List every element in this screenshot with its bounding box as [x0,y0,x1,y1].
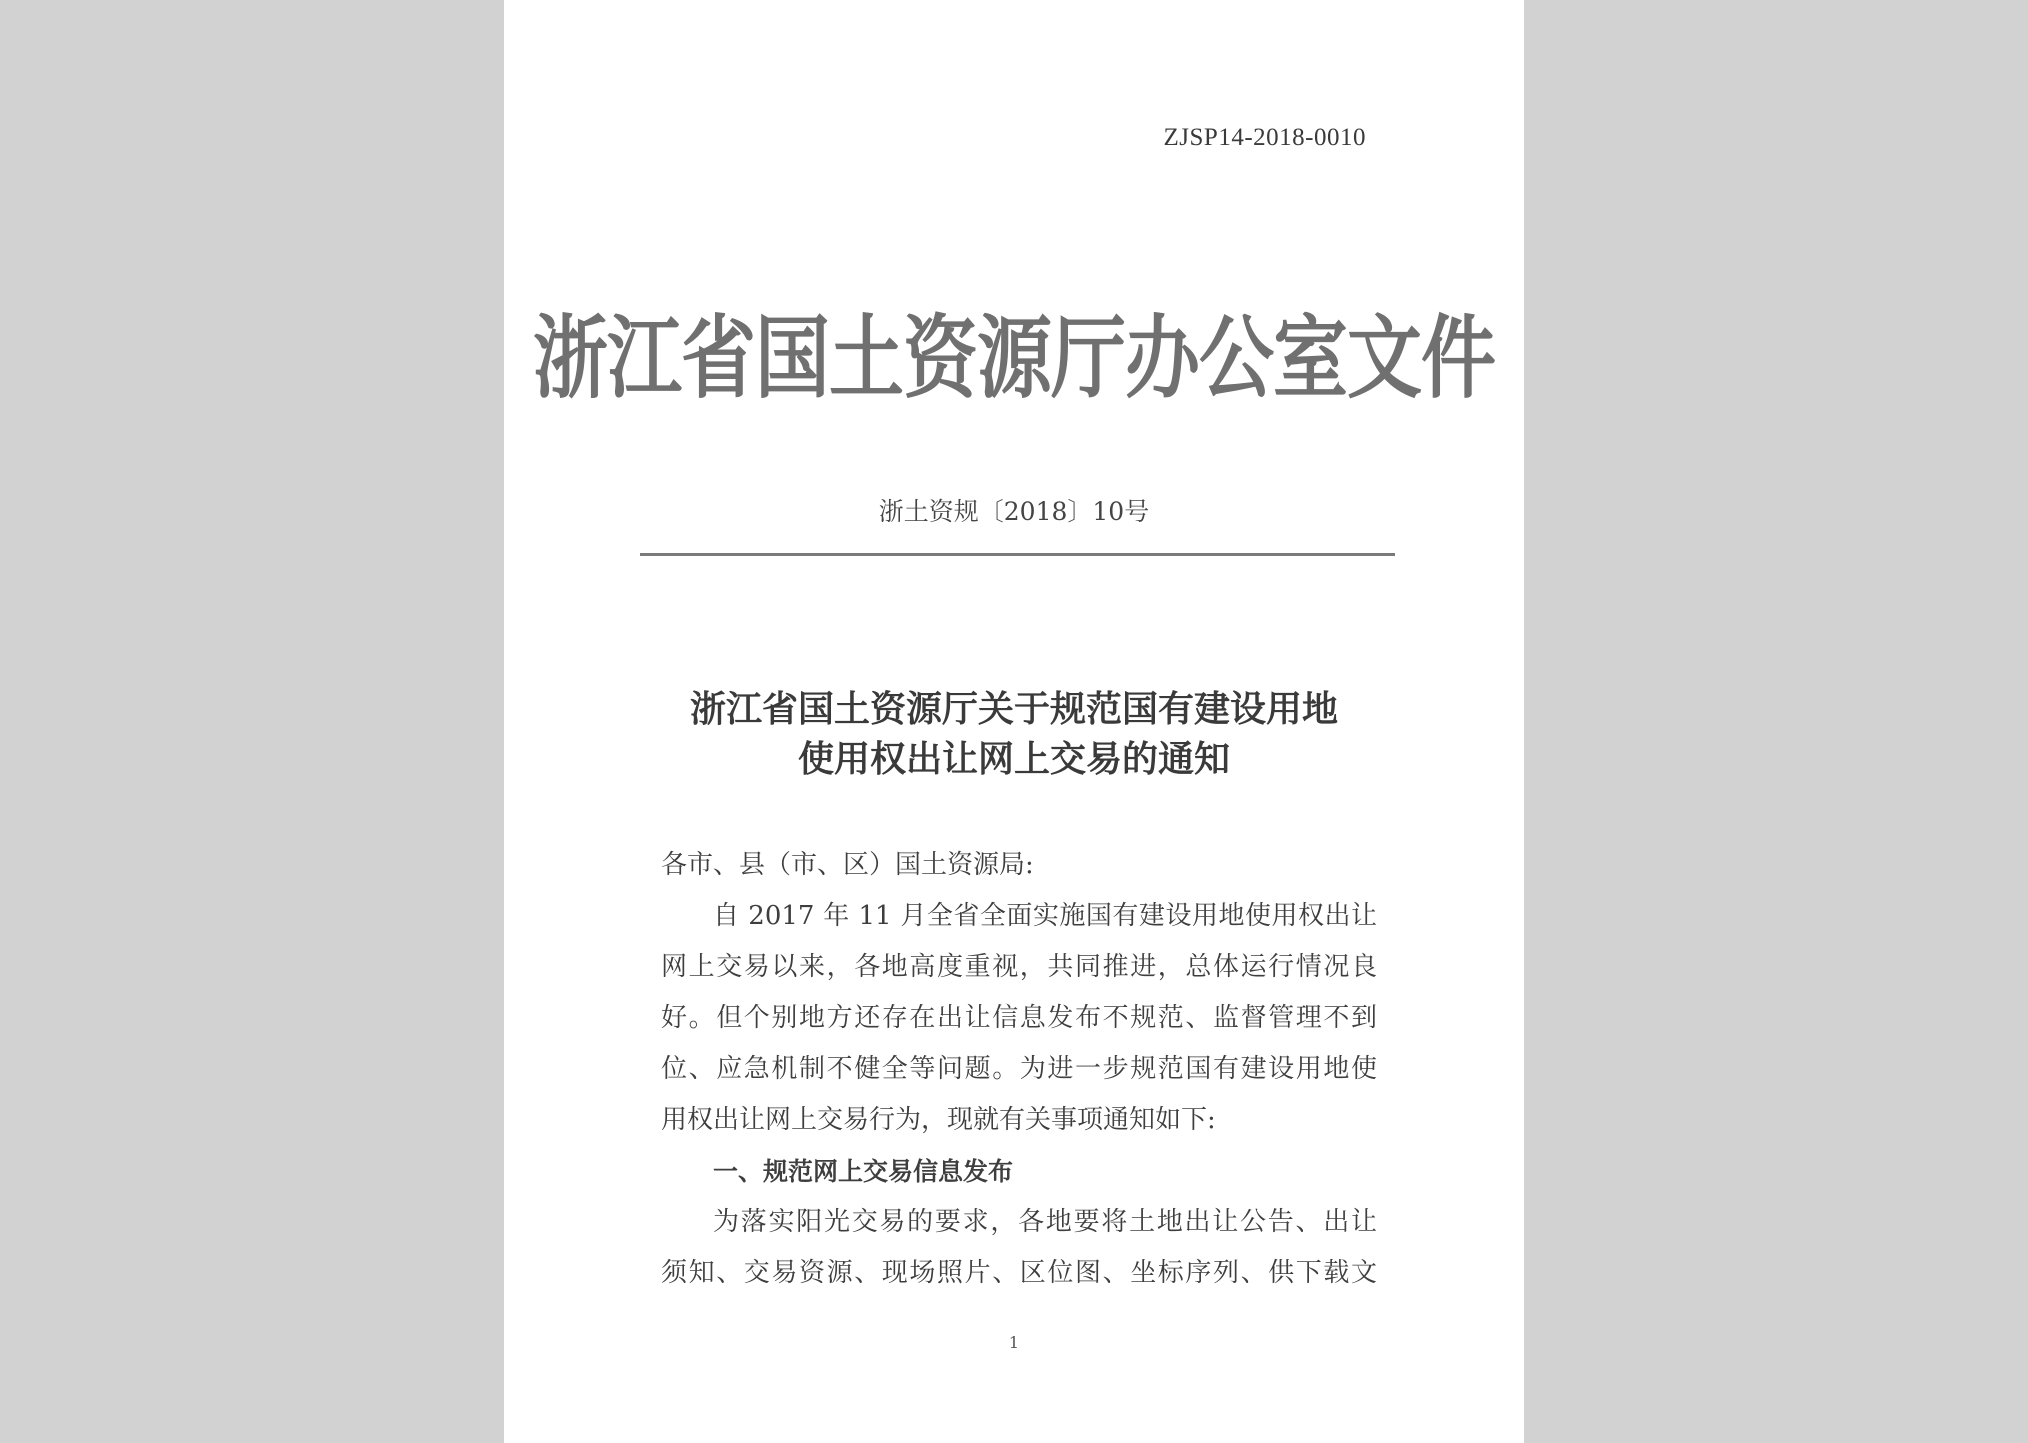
paragraph-line: 网上交易以来，各地高度重视，共同推进，总体运行情况良 [661,952,1377,982]
section-heading: 一、规范网上交易信息发布 [713,1157,1014,1186]
salutation: 各市、县（市、区）国土资源局: [661,850,1034,880]
title-line: 使用权出让网上交易的通知 [797,738,1230,780]
paragraph-line: 自 2017 年 11 月全省全面实施国有建设用地使用权出让 [713,901,1377,931]
page-number: 1 [1008,1333,1020,1352]
document-body [661,840,1377,1299]
paragraph-line: 用权出让网上交易行为，现就有关事项通知如下: [661,1105,1216,1135]
document-page [504,0,1524,1443]
document-code: ZJSP14-2018-0010 [1163,124,1366,151]
paragraph-line: 须知、交易资源、现场照片、区位图、坐标序列、供下载文 [661,1258,1377,1288]
issuing-agency-title: 浙江省国土资源厅办公室文件 [532,305,1495,411]
paragraph-line: 好。但个别地方还存在出让信息发布不规范、监督管理不到 [661,1003,1377,1033]
paragraph-line: 位、应急机制不健全等问题。为进一步规范国有建设用地使 [661,1054,1377,1084]
title-line: 浙江省国土资源厅关于规范国有建设用地 [689,688,1338,730]
document-title [504,684,1524,784]
header-divider [640,553,1395,556]
document-number: 浙土资规〔2018〕10号 [878,497,1150,526]
paragraph-line: 为落实阳光交易的要求，各地要将土地出让公告、出让 [713,1207,1377,1237]
